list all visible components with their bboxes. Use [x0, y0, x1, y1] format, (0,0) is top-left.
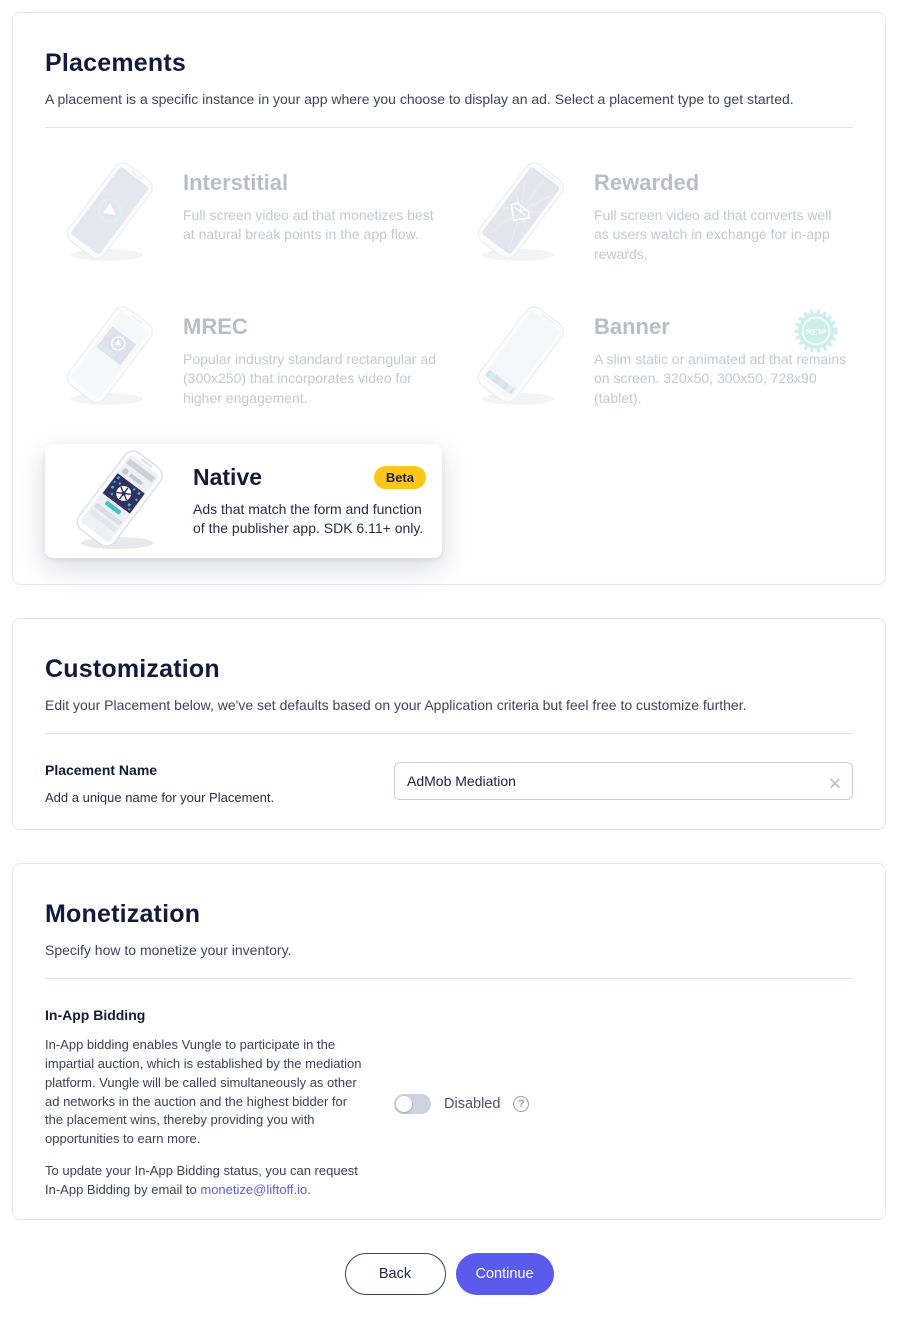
update-note-text: To update your In-App Bidding status, you can request In-App Bidding by email to: [45, 1163, 358, 1197]
divider: [45, 978, 853, 979]
continue-button[interactable]: Continue: [456, 1253, 554, 1295]
divider: [45, 127, 853, 128]
placement-title: Banner: [594, 314, 670, 339]
monetization-subtitle: Specify how to monetize your inventory.: [45, 942, 292, 958]
customization-subtitle: Edit your Placement below, we've set defaults based on your Application criteria but feel free to customize further.: [45, 697, 747, 713]
help-icon[interactable]: ?: [513, 1096, 529, 1112]
monetization-title: Monetization: [45, 900, 201, 928]
placement-type-grid: [45, 154, 853, 586]
placements-subtitle: A placement is a specific instance in your app where you choose to display an ad. Select a placement type to get started.: [45, 91, 794, 107]
toggle-state-label: Disabled: [444, 1095, 501, 1112]
placement-description: Ads that match the form and function of the publisher app. SDK 6.11+ only.: [193, 500, 424, 536]
placement-description: A slim static or animated ad that remains on screen. 320x50, 300x50, 728x90 (tablet).: [594, 351, 847, 406]
placement-option-mrec[interactable]: [45, 298, 442, 442]
placement-title: Native: [193, 463, 263, 490]
clear-input-icon[interactable]: ✕: [827, 774, 842, 793]
in-app-bidding-description: In-App bidding enables Vungle to participate in the impartial auction, which is established by the mediation platform. Vungle will be called simultaneously as other ad networks in the auction and the highest bidder for the placement wins, thereby providing you with opportunities to earn more.: [45, 1037, 362, 1147]
placement-description: Full screen video ad that monetizes best at natural break points in the app flow.: [183, 207, 434, 243]
placement-name-label: Placement Name: [45, 762, 158, 778]
customization-card: [12, 618, 886, 830]
in-app-bidding-update-note: [45, 1162, 364, 1200]
placement-option-banner[interactable]: [456, 298, 853, 442]
rewarded-phone-icon: [462, 162, 578, 264]
toggle-knob: [396, 1096, 412, 1112]
native-phone-icon: [61, 450, 177, 552]
placement-description: Full screen video ad that converts well as users watch in exchange for in-app rewards.: [594, 207, 832, 262]
in-app-bidding-label: In-App Bidding: [45, 1007, 146, 1023]
placement-title: Interstitial: [183, 170, 289, 195]
back-button[interactable]: Back: [345, 1253, 446, 1295]
update-note-suffix: .: [307, 1181, 311, 1197]
footer-actions: [0, 1253, 898, 1324]
monetization-card: [12, 863, 886, 1220]
placement-title: MREC: [183, 314, 248, 339]
interstitial-phone-icon: [51, 162, 167, 264]
placements-card: [12, 12, 886, 585]
mrec-phone-icon: [51, 306, 167, 408]
new-badge-icon: [793, 308, 839, 359]
placement-option-interstitial[interactable]: [45, 154, 442, 298]
svg-text:NEW: NEW: [805, 326, 827, 337]
placement-name-input[interactable]: [394, 762, 853, 800]
placement-title: Rewarded: [594, 170, 700, 195]
monetize-email-link[interactable]: monetize@liftoff.io: [200, 1181, 308, 1197]
beta-badge: Beta: [374, 466, 426, 489]
placement-option-rewarded[interactable]: [456, 154, 853, 298]
banner-phone-icon: [462, 306, 578, 408]
in-app-bidding-toggle[interactable]: [394, 1094, 431, 1114]
placement-name-helper: Add a unique name for your Placement.: [45, 790, 275, 805]
divider: [45, 733, 853, 734]
customization-title: Customization: [45, 655, 220, 683]
placement-option-native[interactable]: [45, 444, 442, 558]
placement-description: Popular industry standard rectangular ad (300x250) that incorporates video for higher engagement.: [183, 351, 436, 406]
placements-title: Placements: [45, 49, 186, 77]
